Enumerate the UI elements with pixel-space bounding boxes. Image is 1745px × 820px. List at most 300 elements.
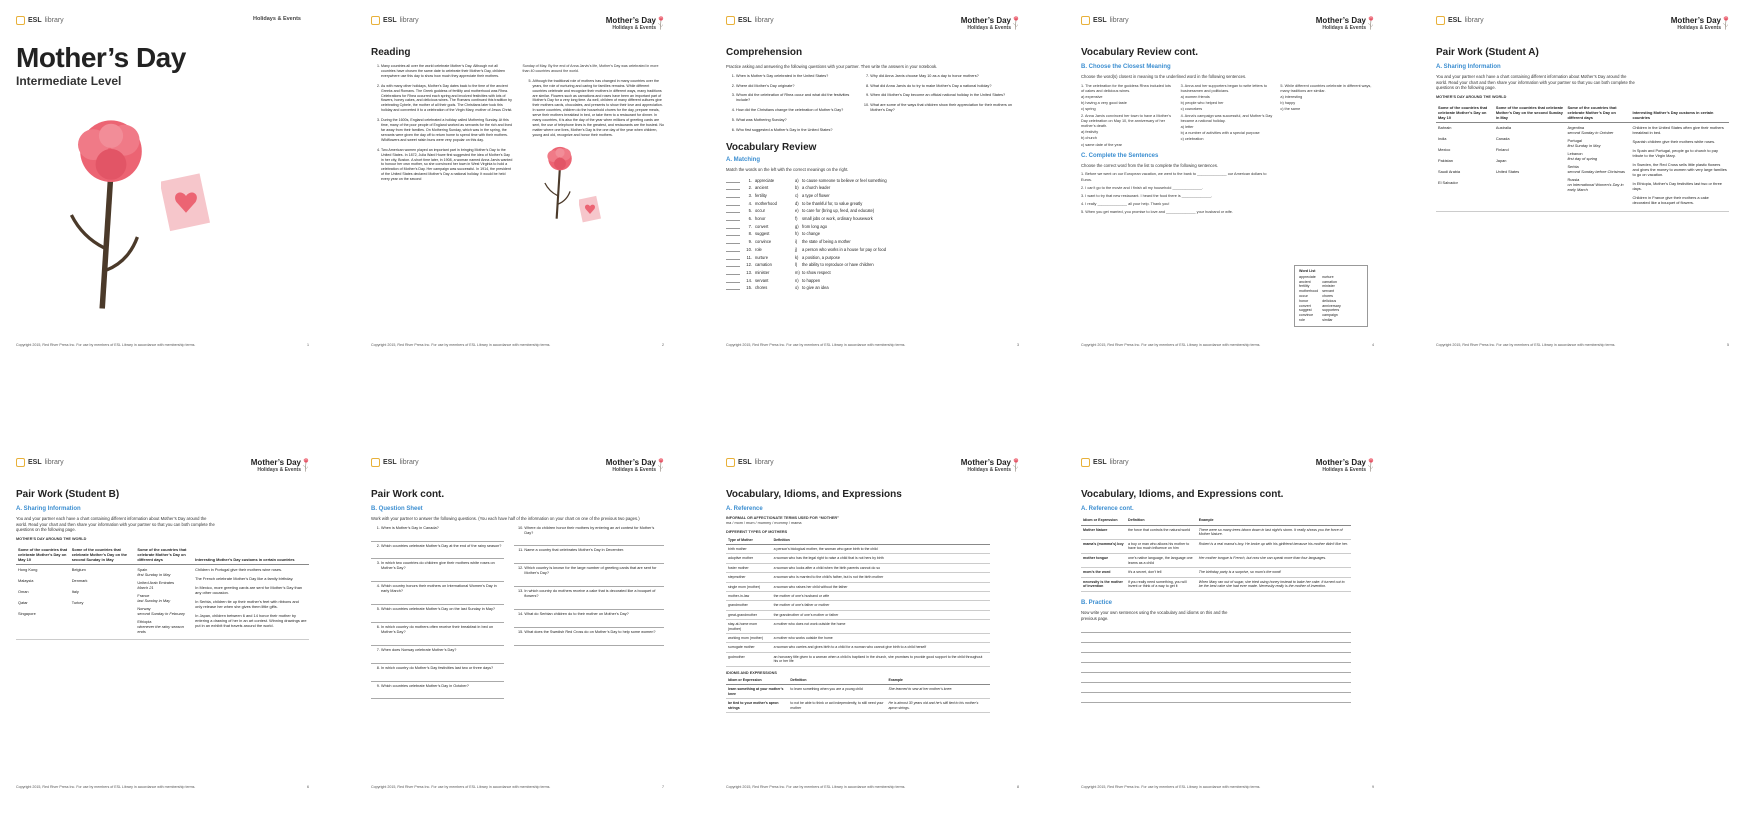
word-list-item: convert [1299,303,1311,308]
word-list-item: appreciate [1299,274,1316,279]
table-cell-item: The French celebrate Mother’s Day like a family birthday. [195,575,294,581]
table-cell: Her mother tongue is French, but now she can speak more than four languages. [1197,553,1351,567]
subsection-title: A. Sharing Information [16,506,81,512]
footer [1081,785,1374,789]
item-number: 8. [748,231,752,237]
word-list-item: ancient [1299,279,1311,284]
table-row [1081,553,1351,567]
table-cell-item: Lebanon [1567,150,1583,156]
answer-blank[interactable] [726,215,740,221]
match-meaning: to cause someone to believe or feel something [802,177,887,183]
table-cell: the grandmother of one’s mother or father [772,610,990,619]
table-cell-item: first day of spring [1567,155,1598,161]
footer [371,785,664,789]
logo-text: ESL [738,459,752,466]
column-header: Definition [788,676,886,685]
match-word: honor [755,216,766,222]
table-row [1081,525,1351,539]
page-9 [1065,442,1390,797]
item-number: 2. [748,185,752,191]
choice-line: a) letter [1180,125,1194,130]
choice-line: a) festivity [1081,130,1099,135]
table-cell-item: In Serbia, children tie up their mother’s feet with ribbons and only release her when she gives them little gifts. [195,598,299,609]
column-header: Some of the countries that celebrate Mother’s Day on different days [1565,103,1630,123]
flower-icon [657,16,665,30]
table-row [16,564,309,639]
writing-line[interactable] [1081,695,1351,703]
answer-blank[interactable] [726,277,740,283]
table-cell-item: Portugal [1567,137,1582,143]
writing-lines [1081,625,1374,703]
logo-suffix: library [754,459,774,466]
word-list-item: role [1299,317,1305,322]
question: 3. In which two countries do children give their mothers white roses on Mother’s Day? [381,561,504,571]
table-cell-item: Oman [18,588,29,594]
writing-line[interactable] [1081,675,1351,683]
item-number: 4. [748,200,752,206]
paragraph: Sunday of May. By the end of Anna Jarvis’s life, Mother’s Day was celebrated in more than 40 countries around the world. [522,64,659,73]
table-cell: mother tongue [1081,553,1126,567]
table-cell: an honorary title given to a woman when a child is baptized in the church, she promises to provide good support to the child throughout his or her life [772,652,990,666]
table-cell-item: Pakistan [1438,157,1453,163]
answer-line[interactable] [371,599,504,605]
page-header [1081,458,1374,480]
match-letter: i) [795,239,798,245]
answer-blank[interactable] [726,238,740,244]
matching-row [726,192,1019,200]
instructions: You and your partner each have a chart containing different information about Mother’s Day around the world. Read your chart and then share your information with your partner so that you can both complete the questions on the following page. [1436,74,1635,91]
table-row [726,685,990,699]
word-list-item: carnation [1322,279,1337,284]
paragraph: 4. Two American women played an important part in bringing Mother’s Day to the United States. In 1872, Julia Ward Howe first suggested the idea of Mother’s Day in her city, Boston. A short time later, in 1908, a woman named Anna Jarvis wanted to honour her own mother, so she convinced her town in West Virginia to hold a celebration of Mother’s Day. Her campaign was successful. In 1914, the president of the United States declared Mother’s Day a national holiday. It would be held every year on the second [381,148,513,182]
matching-row [726,254,1019,262]
instructions: Choose the correct word from the list to complete the following sentences. [1081,162,1219,168]
table-cell: a woman who is married to the child’s father, but is not the birth mother [772,573,990,582]
header-subtitle: Holidays & Events [1677,25,1721,31]
table-cell-item: Malaysia [18,577,34,583]
instructions: Now write your own sentences using the vocabulary and idioms on this and the previous page. [1081,609,1228,621]
logo-text: ESL [28,459,42,466]
table-row [726,592,990,601]
answer-blank[interactable] [726,269,740,275]
table-row [726,643,990,652]
question: 1. When is Mother’s Day celebrated in the United States? [736,74,850,79]
item-number: 15. [746,285,752,291]
header-title: Mother’s Day [1315,458,1366,467]
table-cell-item: Hong Kong [18,566,38,572]
table-cell-item: Italy [71,588,79,594]
sentence-item: 5. When you get married, you promise to love and ______________ your husband or wife. [1081,210,1233,215]
writing-line[interactable] [1081,655,1351,663]
table-cell: stepmother [726,573,772,582]
match-word: convince [755,239,772,245]
match-letter: d) [795,200,799,206]
word-list-item: fertility [1299,284,1310,289]
page-header [1081,16,1374,38]
logo-text: ESL [1448,17,1462,24]
matching-list [726,177,1019,293]
answer-blank[interactable] [726,192,740,198]
word-list-box [1294,265,1368,327]
footer [16,343,309,347]
table-cell: mother-in-law [726,592,772,601]
page-header [16,458,309,480]
choice-line: a) interesting [1280,95,1303,99]
footer-copyright: Copyright 2015, Red River Press Inc. For use by members of ESL Library in accordance with membership terms. [1081,785,1261,789]
question: 10. What are some of the ways that children show their appreciation for their mothers on Mother’s Day? [870,103,1019,113]
table-cell: a woman who has the legal right to raise a child that is not hers by birth [772,554,990,563]
page-number: 7 [662,785,664,789]
section-heading: Vocabulary, Idioms, and Expressions cont. [1081,489,1284,500]
question: 8. What did Anna Jarvis do to try to make Mother’s Day a national holiday? [870,84,1019,89]
question: 15. What does the Swedish Red Cross do on Mother’s Day to help some women? [524,630,664,635]
table-cell-item: Canada [1495,135,1510,141]
question: 2. Which countries celebrate Mother’s Day at the end of the rainy season? [381,544,504,549]
table-cell: be tied to your mother’s apron strings [726,699,788,713]
choice-line: a) expensive [1081,95,1103,99]
table-row [726,554,990,563]
header-subtitle: Holidays & Events [967,467,1011,473]
table-cell: great-grandmother [726,610,772,619]
table-cell-item: Children in Portugal give their mothers wine roses. [195,566,283,572]
logo-mark-icon [726,458,735,467]
section-heading: Reading [371,47,411,58]
table-cell-item: Australia [1495,124,1511,130]
matching-row [726,269,1019,277]
choice-line: b) happy [1280,101,1296,106]
page-number: 3 [1017,343,1019,347]
subsection-title: A. Reference cont. [1081,506,1134,512]
header-subtitle: Holidays & Events [967,25,1011,31]
esl-library-logo [1436,16,1484,25]
page-header [371,458,664,480]
subsection-title: B. Choose the Closest Meaning [1081,64,1171,70]
item-number: 1. [748,177,752,183]
table-cell: a mother who works outside the home [772,634,990,643]
match-meaning: small jobs or work, ordinary housework [802,216,873,222]
table-title: MOTHER’S DAY AROUND THE WORLD [1436,94,1507,99]
countries-table [1436,103,1729,212]
table-cell: Mother Nature [1081,525,1126,539]
logo-mark-icon [16,16,25,25]
question: 5. Which countries celebrate Mother’s Day on the last Sunday in May? [381,607,504,612]
choice-line: 1. The celebration for the goddess Rhea included lots of cakes and delicious wines. [1081,83,1171,93]
question: 12. Which country is known for the large number of greeting cards that are sent for Mother’s Day? [524,566,664,576]
header-title: Mother’s Day [605,16,656,25]
item-number: 10. [746,246,752,252]
matching-row [726,238,1019,246]
page-number: 5 [1727,343,1729,347]
column-header: Idiom or Expression [1081,516,1126,525]
table-cell-item: Qatar [18,599,28,605]
table-cell-item: Children in France give their mothers a cake decorated like a bouquet of flowers. [1632,194,1709,205]
word-list-item: minister [1322,284,1335,289]
matching-title: A. Matching [726,156,760,163]
choice-line: 2. Anna Jarvis convinced her town to have a Mother’s Day celebration on May 10, the anniversary of her mother’s death. [1081,113,1171,129]
item-number: 6. [748,216,752,222]
paragraph: 1. Many countries all over the world celebrate Mother’s Day. Although not all countries have chosen the same date to celebrate their Mother’s Day, children everywhere use this day to show how much they appreciate their mothers. [381,64,513,79]
choice-line: c) coworkers [1180,107,1203,112]
match-word: role [755,246,762,252]
answer-line[interactable] [371,676,504,682]
table-cell-item: In Japan, children between 6 and 14 honor their mother by entering a drawing of her in an art contest. Winning drawings are put in an exhibit that travels around the world. [195,612,307,628]
question: 7. Why did Anna Jarvis choose May 10 as a day to honor mothers? [870,74,1019,79]
subsection-title: A. Sharing Information [1436,64,1501,70]
table-cell-item: Saudi Arabia [1438,168,1461,174]
logo-mark-icon [1436,16,1445,25]
item-number: 13. [746,269,752,275]
esl-library-logo [16,16,64,25]
question: 6. Who first suggested a Mother’s Day in the United States? [736,128,850,133]
table-cell: There were so many trees blown down in last night’s storm. It really shows you the force of Mother Nature. [1197,525,1351,539]
table-cell-item: Spain [137,566,148,572]
table-cell-item: Russia [1567,176,1580,182]
match-meaning: to show respect [802,269,831,275]
footer-copyright: Copyright 2015, Red River Press Inc. For use by members of ESL Library in accordance with membership terms. [1081,343,1261,347]
item-number: 11. [746,254,752,260]
vocab-heading: Vocabulary Review [726,141,817,153]
table-row [726,634,990,643]
cover-level: Intermediate Level [16,74,122,88]
carnation-illustration [56,110,166,320]
footer-copyright: Copyright 2015, Red River Press Inc. For use by members of ESL Library in accordance with membership terms. [16,785,196,789]
table-cell-item: Bahrain [1438,124,1452,130]
table-cell: foster mother [726,563,772,572]
flower-icon [1367,458,1375,472]
instructions: You and your partner each have a chart containing different information about Mother’s Day around the world. Read your chart and then share your information with your partner so that you can both complete the questions on the following page. [16,516,215,533]
table-cell-item: March 21 [137,584,154,590]
section-heading: Pair Work (Student A) [1436,47,1539,58]
logo-mark-icon [371,458,380,467]
table-cell: She learned to sew at her mother’s knee. [886,685,989,699]
answer-blank[interactable] [726,200,740,206]
section-heading: Vocabulary, Idioms, and Expressions [726,489,902,500]
item-number: 9. [748,239,752,245]
table-cell-item: In Mexico, more greeting cards are sent for Mother’s Day than any other occasion. [195,584,303,595]
page-number: 8 [1017,785,1019,789]
table-cell-item: El Salvador [1438,179,1458,185]
match-word: ancient [755,185,769,191]
writing-line[interactable] [1081,665,1351,673]
flower-icon [1012,16,1020,30]
choice-line: b) church [1081,136,1097,141]
answer-line[interactable] [514,622,664,628]
column-header: Some of the countries that celebrate Mother’s Day on May 10 [1436,103,1494,123]
table-cell-item: In Ethiopia, Mother’s Day festivities last two or three days. [1632,180,1722,191]
table-cell-item: second Sunday in October [1567,129,1614,135]
table-cell: birth mother [726,545,772,554]
table-cell: surrogate mother [726,643,772,652]
writing-line[interactable] [1081,625,1351,633]
footer-copyright: Copyright 2015, Red River Press Inc. For use by members of ESL Library in accordance with membership terms. [371,343,551,347]
match-meaning: the ability to reproduce or have children [802,262,874,268]
table-cell-item: Finland [1495,146,1509,152]
instructions: Work with your partner to answer the following questions. (You each have half of the information on your chart on one of the previous two pages.) [371,516,640,521]
column-header: Interesting Mother’s Day customs in certain countries [1631,103,1729,123]
flower-icon [1367,16,1375,30]
match-letter: l) [795,262,798,268]
match-meaning: to happen [802,277,821,283]
answer-line[interactable] [371,553,504,559]
match-meaning: a position, a purpose [802,254,841,260]
choice-line: c) celebration [1180,137,1204,142]
logo-text: ESL [28,17,42,24]
answer-blank[interactable] [726,254,740,260]
paragraph: 5. Although the traditional role of mothers has changed in many countries over the years, the role of nurturing and caring for families remains. While different countries celebrate and recognize their mothers in different ways, many traditions are similar. Flowers such as carnations and roses have been an important part of Mother’s Day for a very long time. As well, children of many different cultures give their mothers cards, chocolates, and presents to show their love and appreciation. In some countries, children do the household chores for the day, prepare meals, serve their mothers breakfast in bed, or take them to a restaurant for dinner. In many countries, it is also the day of the year when millions of greeting cards are sent, the use of telephone lines is the greatest, and restaurants are the busiest. No matter where one lives, Mother’s Day is the one day of the year when children, young and old, recognize and honor their mothers. [533,79,665,138]
table-cell-item: last Sunday in May [137,597,171,603]
match-word: chores [755,285,768,291]
choice-line: 5. While different countries celebrate in different ways, many traditions are similar. [1280,83,1372,93]
logo-mark-icon [371,16,380,25]
logo-suffix: library [399,459,419,466]
question: 5. What was Mothering Sunday? [736,118,850,123]
section-heading: Pair Work (Student B) [16,489,120,500]
heart-card-illustration [161,172,211,232]
matching-row [726,184,1019,192]
word-list-item: motherhood [1299,289,1319,294]
match-meaning: a church leader [802,185,831,191]
heart-card-illustration [579,195,601,223]
match-meaning: to care for (bring up, feed, and educate) [802,208,875,214]
table-row [726,582,990,591]
question: 14. What do Serbian children do to their mother on Mother’s Day? [524,612,664,617]
answer-line[interactable] [371,658,504,664]
header-title: Mother’s Day [605,458,656,467]
choice-line: 3. Anna and her supporters began to write letters to businessmen and politicians. [1180,83,1267,93]
answer-line[interactable] [514,604,664,610]
answer-line[interactable] [371,640,504,646]
table-cell-item: Spanish children give their mothers white roses. [1632,138,1716,144]
word-list-title: Word List [1299,269,1316,273]
table-row [1081,568,1351,578]
writing-line[interactable] [1081,645,1351,653]
answer-line[interactable] [371,576,504,582]
table-cell-item: In Sweden, the Red Cross sells little plastic flowers and gives the money to women with very large families to go on vacation. [1632,161,1727,177]
column-header: Some of the countries that celebrate Mother’s Day on May 10 [16,545,70,565]
question: 10. Where do children honor their mothers by entering an art contest for Mother’s Day? [524,526,664,536]
match-meaning: from long ago [802,223,828,229]
match-meaning: the state of being a mother [802,239,851,245]
match-meaning: a person who works in a house for pay or food [802,246,886,252]
question: 13. In which country do mothers receive a cake that is decorated like a bouquet of flowers? [524,589,664,599]
answer-line[interactable] [514,540,664,546]
question: 11. Name a country that celebrates Mother’s Day in December. [524,548,664,553]
table-cell-item: Argentina [1567,124,1585,130]
logo-suffix: library [399,17,419,24]
table-row [1081,539,1351,553]
match-word: minister [755,269,770,275]
table-cell-item: Serbia [1567,163,1579,169]
esl-library-logo [726,458,774,467]
answer-blank[interactable] [726,230,740,236]
sentence-item: 2. I can’t go to the movie and I finish all my household ______________. [1081,185,1204,190]
column-header: Definition [772,536,990,545]
logo-suffix: library [1109,459,1129,466]
word-list-item: occur [1299,293,1308,298]
mother-types-table [726,536,990,667]
logo-suffix: library [44,17,64,24]
answer-line[interactable] [371,536,504,542]
esl-library-logo [1081,16,1129,25]
match-meaning: a type of flower [802,192,830,198]
choice-line: c) spring [1081,107,1096,112]
countries-table [16,545,309,640]
matching-row [726,246,1019,254]
page-6 [0,442,325,797]
footer [1081,343,1374,347]
item-number: 5. [748,208,752,214]
logo-text: ESL [1093,17,1107,24]
answer-blank[interactable] [726,261,740,267]
table-cell: learn something at your mother’s knee [726,685,788,699]
match-letter: c) [795,192,799,198]
answer-blank[interactable] [726,184,740,190]
table-cell: The birthday party is a surprise, so mum’s the word! [1197,568,1351,578]
cover-title: Mother’s Day [16,42,186,73]
esl-library-logo [371,16,419,25]
table-cell-item: whenever the rainy season ends [137,623,184,634]
esl-library-logo [1081,458,1129,467]
flower-icon [1722,16,1730,30]
idioms-table [726,676,990,713]
answer-line[interactable] [514,558,664,564]
question: 7. When does Norway celebrate Mother’s Day? [381,648,504,653]
word-list-item: chores [1322,293,1333,298]
table-cell: stay-at-home mom (mother) [726,620,772,634]
paragraph: 2. As with many other holidays, Mother’s Day dates back to the time of the ancient Greeks and Romans. The Greek goddess of fertility and motherhood was Rhea. Celebrations for Rhea occurred each spring and involved festivities with lots of flowers, honey cakes, and delicious wines. The Romans continued this tradition by celebrating Cybele, the mother of all their gods. The Christians later took this holiday and converted it to a celebration of the Virgin Mary, mother of Jesus Christ. [381,84,513,113]
page-8 [710,442,1035,797]
matching-row [726,277,1019,285]
answer-blank[interactable] [726,177,740,183]
choice-line: b) a number of activities with a special purpose [1180,131,1260,136]
answer-line[interactable] [514,581,664,587]
logo-mark-icon [726,16,735,25]
table-cell: single mom (mother) [726,582,772,591]
writing-line[interactable] [1081,685,1351,693]
page-number: 9 [1372,785,1374,789]
logo-text: ESL [1093,459,1107,466]
table-cell: adoptive mother [726,554,772,563]
answer-line[interactable] [371,617,504,623]
header-title: Mother’s Day [250,458,301,467]
subsection-title: A. Reference [726,506,763,512]
informal-terms-title: INFORMAL OR AFFECTIONATE TERMS USED FOR “MOTHER” [726,516,839,520]
matching-row [726,200,1019,208]
table-row [726,699,990,713]
word-list-item: delicious [1322,298,1337,303]
table-cell: a person’s biological mother, the woman who gave birth to the child [772,545,990,554]
logo-mark-icon [1081,458,1090,467]
table-cell: a woman who carries and gives birth to a child for a woman who cannot give birth to a child herself [772,643,990,652]
logo-text: ESL [383,17,397,24]
section-heading: Comprehension [726,47,803,58]
logo-suffix: library [1109,17,1129,24]
table-row [726,620,990,634]
answer-line[interactable] [514,640,664,646]
word-list-item: suggest [1299,308,1312,313]
esl-library-logo [16,458,64,467]
answer-blank[interactable] [726,207,740,213]
table-cell: it’s a secret, don’t tell [1126,568,1197,578]
writing-line[interactable] [1081,635,1351,643]
page-7 [355,442,680,797]
page-1 [0,0,325,355]
answer-blank[interactable] [726,284,740,290]
answer-line[interactable] [371,693,504,699]
answer-blank[interactable] [726,223,740,229]
answer-blank[interactable] [726,246,740,252]
page-number: 1 [307,343,309,347]
